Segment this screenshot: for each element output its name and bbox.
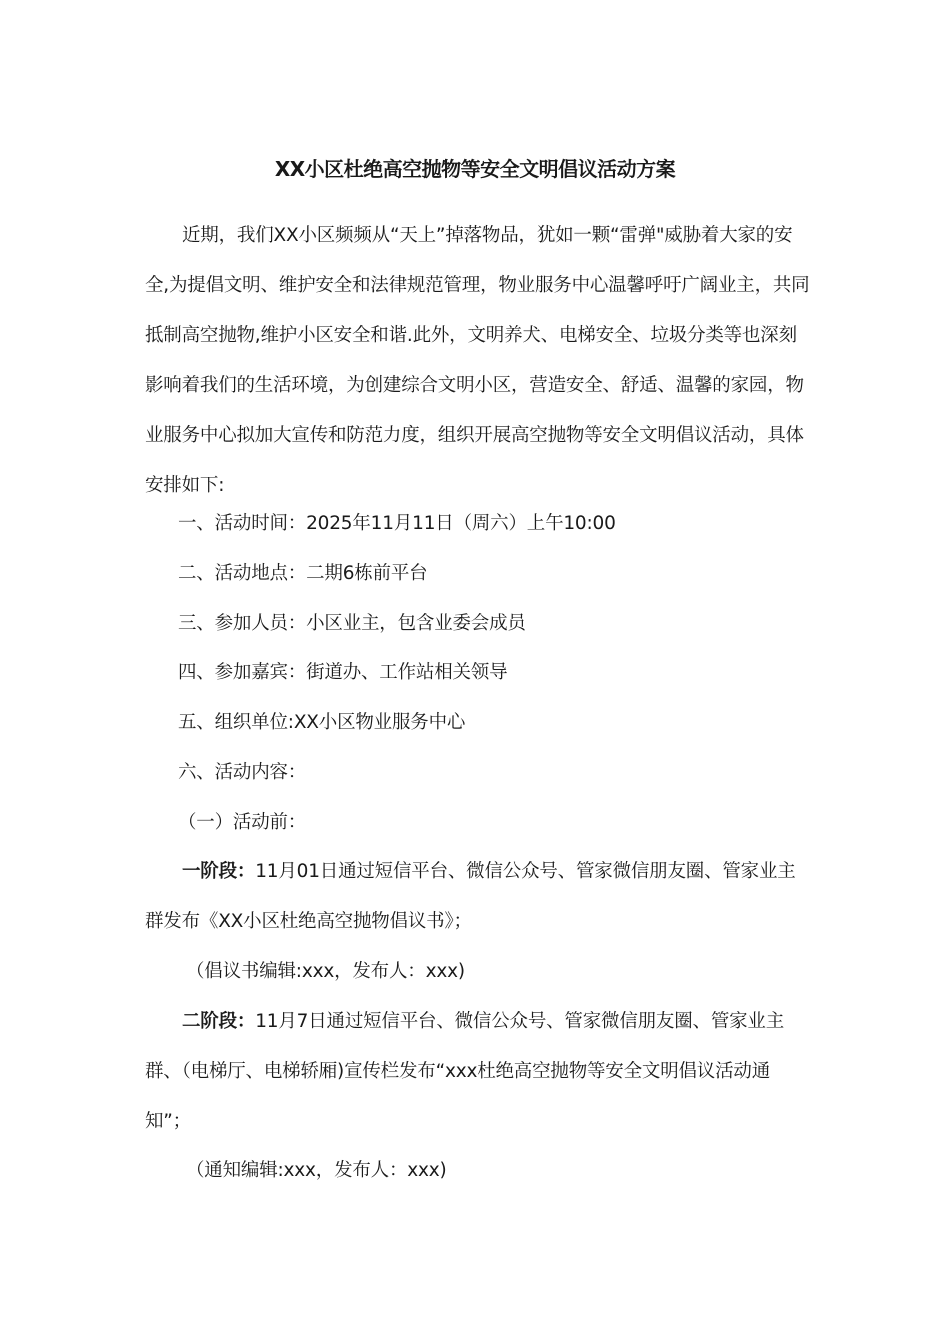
stage-two-label: 二阶段：	[182, 1011, 256, 1032]
stage-two-note: （通知编辑:xxx，发布人：xxx)	[186, 1160, 447, 1181]
item-activity-time: 一、活动时间：2025年11月11日（周六）上午10:00	[178, 513, 616, 534]
item-participants: 三、参加人员：小区业主，包含业委会成员	[178, 613, 526, 634]
subsection-before-activity: （一）活动前：	[178, 812, 307, 833]
stage-one-text: 11月01日通过短信平台、微信公众号、管家微信朋友圈、管家业主群发布《XX小区杜绝高空抛物倡议书》；	[145, 861, 796, 932]
stage-one-label: 一阶段：	[182, 861, 256, 882]
document-title: XX小区杜绝高空抛物等安全文明倡议活动方案	[274, 157, 676, 181]
item-guests: 四、参加嘉宾：街道办、工作站相关领导	[178, 662, 508, 683]
stage-two-text: 11月7日通过短信平台、微信公众号、管家微信朋友圈、管家业主群、（电梯厅、电梯轿厢)宣传栏发布“xxx杜绝高空抛物等安全文明倡议活动通知”；	[145, 1011, 785, 1132]
item-activity-location: 二、活动地点：二期6栋前平台	[178, 563, 428, 584]
stage-one-note: （倡议书编辑:xxx，发布人：xxx)	[186, 961, 465, 982]
stage-two-paragraph	[145, 997, 810, 1147]
item-organizer: 五、组织单位:XX小区物业服务中心	[178, 712, 466, 733]
stage-one-paragraph	[145, 847, 810, 947]
intro-paragraph: 近期，我们XX小区频频从“天上”掉落物品，犹如一颗“雷弹"威胁着大家的安全,为提倡文明、维护安全和法律规范管理，物业服务中心温馨呼吁广阔业主，共同抵制高空抛物,维护小区安全和谐.此外，文明养犬、电梯安全、垃圾分类等也深刻影响着我们的生活环境，为创建综合文明小区，营造安全、舒适、温馨的家园，物业服务中心拟加大宣传和防范力度，组织开展高空抛物等安全文明倡议活动，具体安排如下:	[145, 225, 810, 496]
item-activity-content: 六、活动内容：	[178, 762, 307, 783]
